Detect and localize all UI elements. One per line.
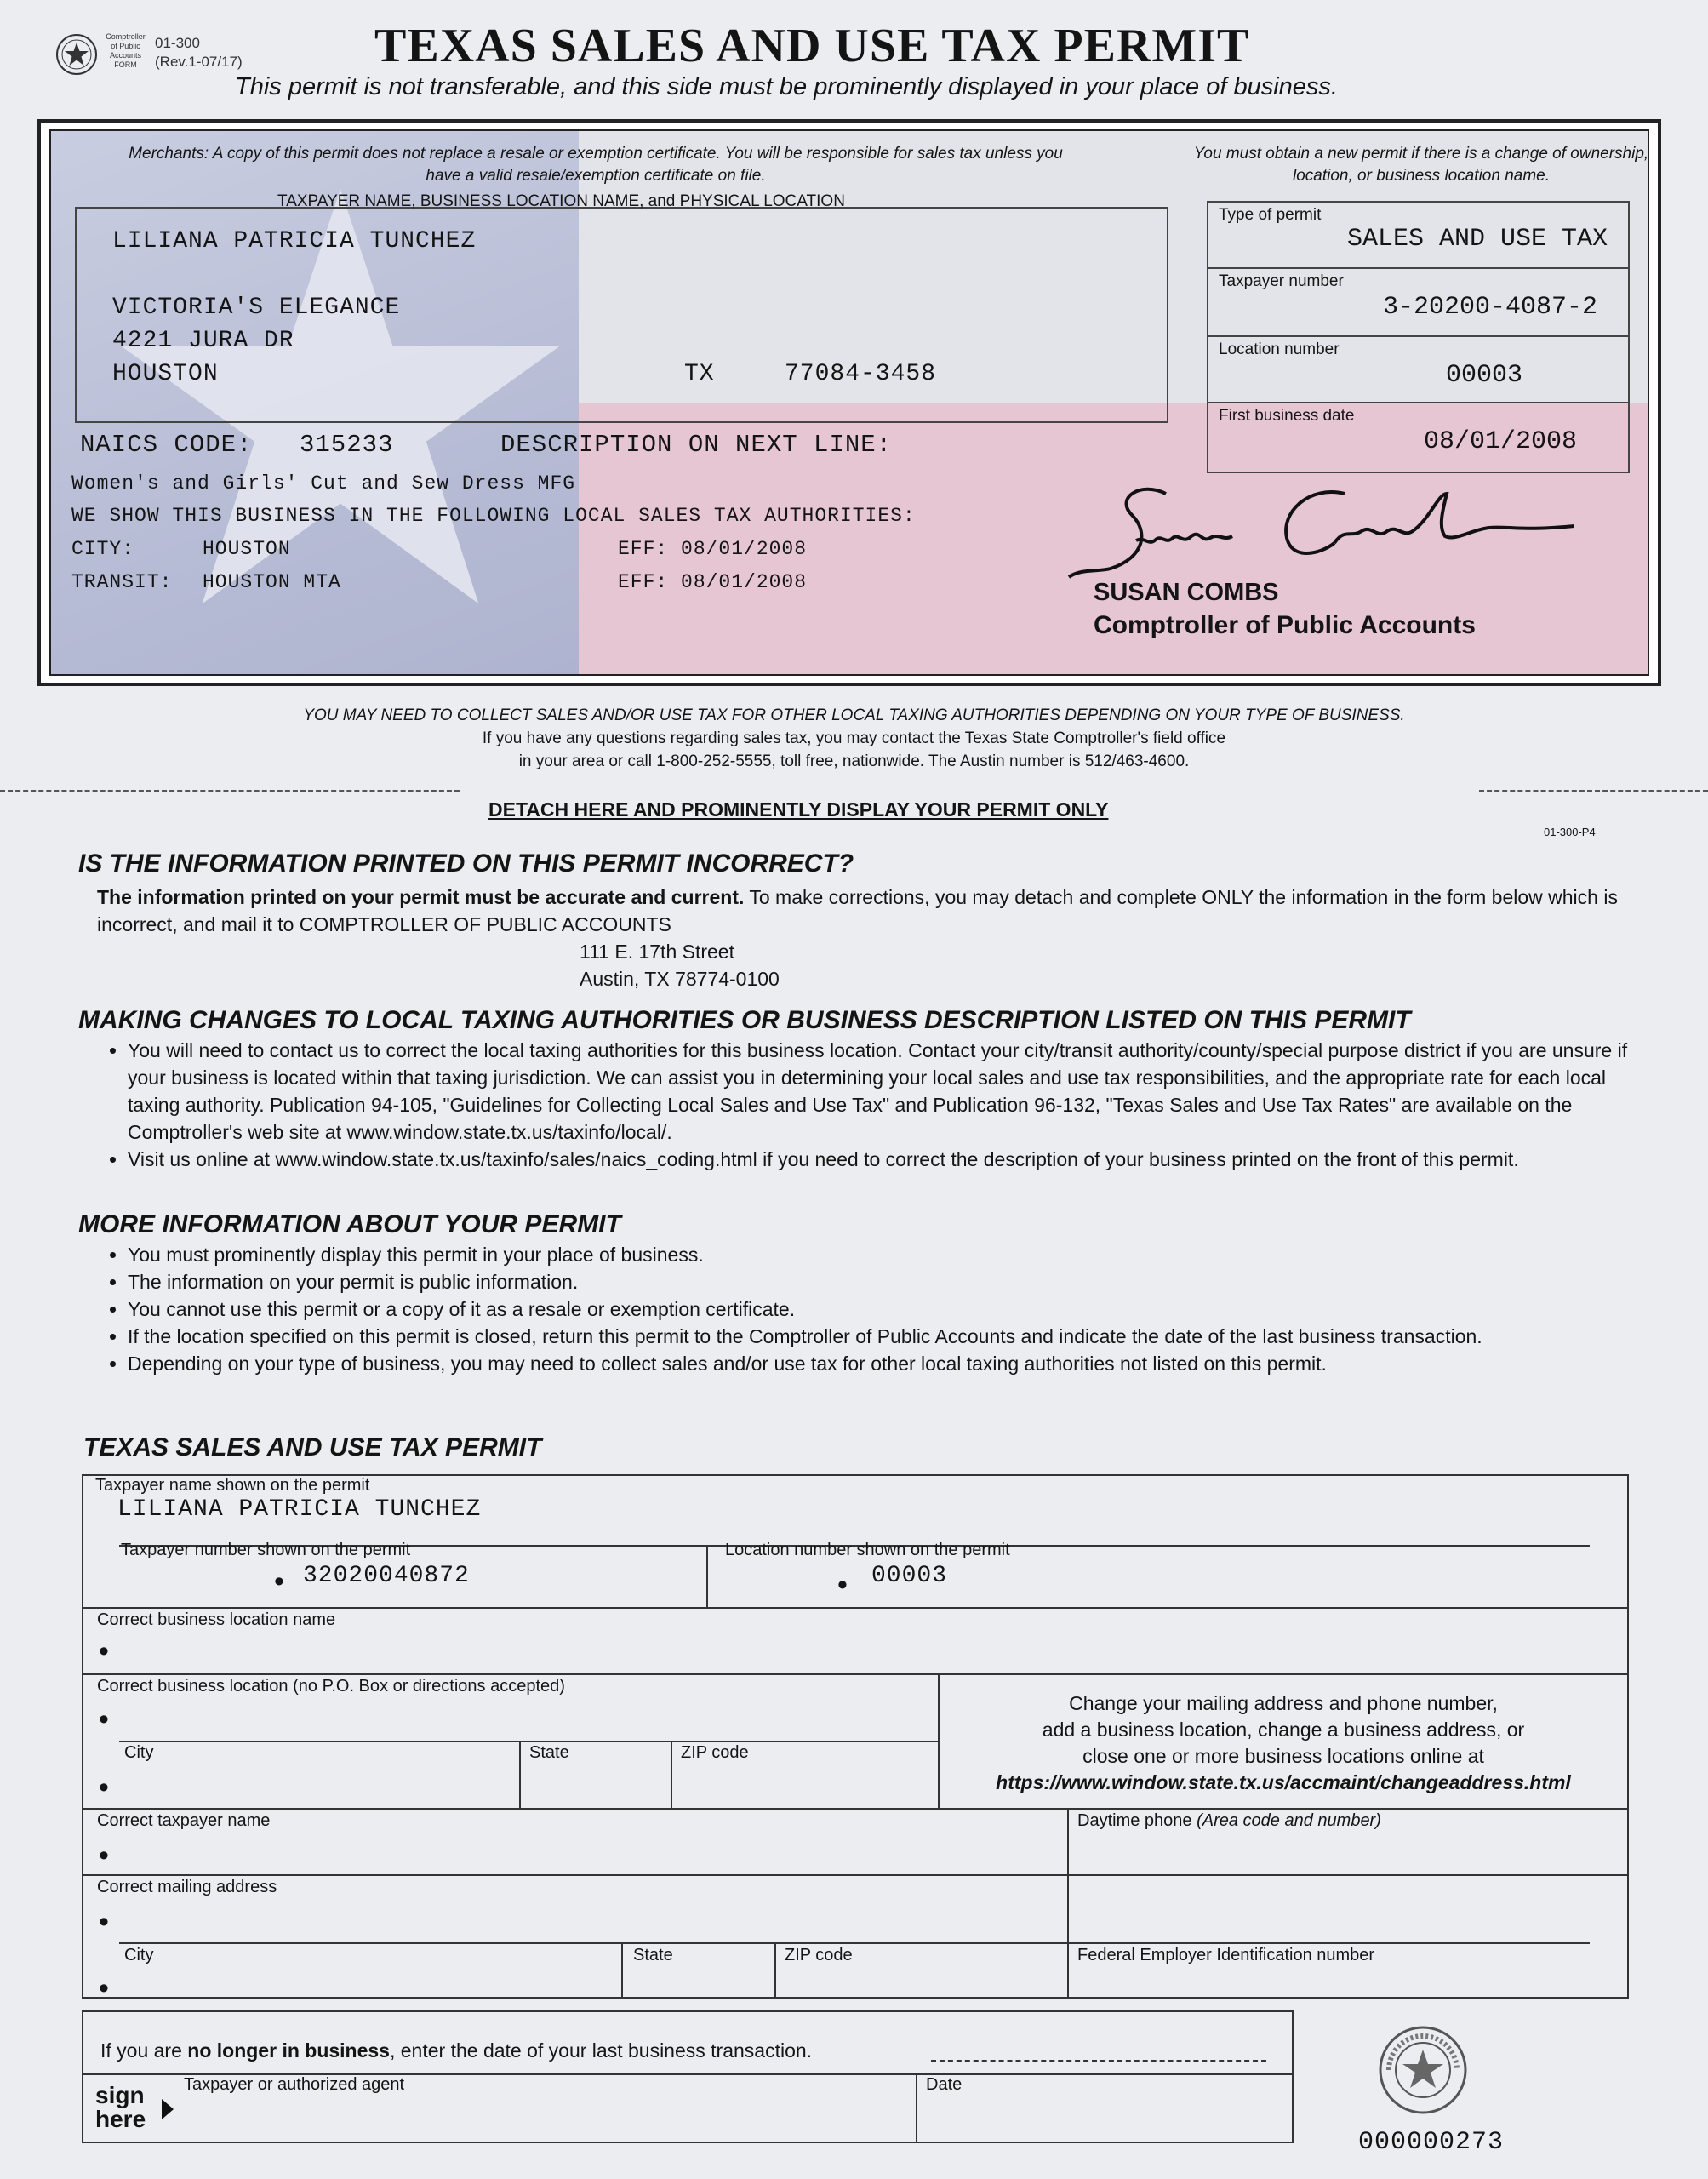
agent-signature-input[interactable] — [179, 2101, 911, 2140]
daytime-phone-label — [1077, 1811, 1381, 1831]
correct-location-label: Correct business location (no P.O. Box or directions accepted) — [97, 1677, 565, 1696]
correct-location-name-label: Correct business location name — [97, 1610, 336, 1629]
taxpayer-number-value: 3-20200-4087-2 — [1382, 293, 1597, 322]
mail-address-3: Austin, TX 78774-0100 — [580, 968, 780, 990]
authority-kind-transit: TRANSIT: — [71, 571, 173, 593]
page-subtitle: This permit is not transferable, and this side must be prominently displayed in your place of business. — [235, 73, 1338, 100]
location-number-label: Location number shown on the permit — [725, 1541, 1010, 1559]
collect-notice: YOU MAY NEED TO COLLECT SALES AND/OR USE TAX FOR OTHER LOCAL TAXING AUTHORITIES DEPENDING ON YOUR TYPE OF BUSINESS. — [303, 706, 1405, 724]
online-text-3: close one or more business locations online at — [1082, 1745, 1484, 1767]
location-number-value: 00003 — [1445, 361, 1522, 390]
correct-location-input[interactable]: • — [99, 1703, 109, 1736]
no-longer-post: , enter the date of your last business transaction. — [389, 2039, 813, 2062]
mail-address-2: 111 E. 17th Street — [580, 941, 734, 963]
location-number-row — [1208, 337, 1628, 403]
location-city-input[interactable]: • — [99, 1771, 109, 1804]
more-info-bullet: • If the location specified on this permit is closed, return this permit to the Comptroller of Public Accounts and indicate the date of the last business transaction. — [128, 1323, 1629, 1350]
daytime-phone-hint: (Area code and number) — [1197, 1811, 1381, 1830]
more-info-list — [97, 1241, 1629, 1377]
form-rule — [519, 1741, 521, 1808]
location-zip-label: ZIP code — [681, 1743, 749, 1762]
form-rule — [671, 1741, 672, 1808]
online-text-2: add a business location, change a business address, or — [1042, 1719, 1525, 1741]
authority-name-city: HOUSTON — [203, 538, 291, 560]
detach-line-left — [0, 790, 460, 792]
naics-code: 315233 — [300, 431, 394, 459]
merchant-note: Merchants: A copy of this permit does not replace a resale or exemption certificate. You will be responsible for sales tax unless you have a valid resale/exemption certificate on file. — [129, 145, 1063, 185]
form-id — [155, 34, 243, 71]
online-text-1: Change your mailing address and phone number, — [1069, 1692, 1498, 1714]
location-number-input[interactable]: 00003 — [871, 1563, 948, 1589]
form-revision: (Rev.1-07/17) — [155, 54, 243, 70]
making-changes-bullet: • Visit us online at www.window.state.tx.us/taxinfo/sales/naics_coding.html if you need to correct the description of your business printed on the front of this permit. — [128, 1146, 1629, 1173]
mail-address-1: COMPTROLLER OF PUBLIC ACCOUNTS — [299, 913, 671, 935]
form-rule — [916, 2073, 917, 2143]
signer-name: SUSAN COMBS — [1094, 579, 1279, 606]
taxpayer-name-label: Taxpayer name shown on the permit — [95, 1476, 370, 1495]
location-state-label: State — [529, 1743, 569, 1762]
sign-here-label — [95, 2084, 146, 2131]
authority-eff-city: EFF: 08/01/2008 — [618, 538, 808, 560]
detach-line-right — [1479, 790, 1708, 792]
zip-code: 77084-3458 — [785, 361, 937, 387]
last-business-date-input[interactable] — [931, 2060, 1266, 2062]
ownership-note: You must obtain a new permit if there is a change of ownership, location, or business location name. — [1193, 145, 1649, 185]
correct-taxpayer-name-input[interactable]: • — [99, 1839, 109, 1872]
taxpayer-number-label: Taxpayer number shown on the permit — [121, 1541, 411, 1559]
city: HOUSTON — [112, 361, 219, 387]
contact-notice-1: If you have any questions regarding sales tax, you may contact the Texas State Comptroller's field office — [482, 729, 1226, 747]
more-info-bullet: • You cannot use this permit or a copy of it as a resale or exemption certificate. — [128, 1295, 1629, 1323]
mailing-city-input[interactable]: • — [99, 1972, 109, 2005]
taxpayer-number-input[interactable]: 32020040872 — [303, 1563, 470, 1589]
permit-type-value: SALES AND USE TAX — [1346, 225, 1608, 254]
form-serial-number: 000000273 — [1358, 2128, 1505, 2157]
correct-location-name-input[interactable]: • — [99, 1635, 109, 1667]
form-rule — [82, 1874, 1629, 1876]
form-rule — [621, 1942, 623, 1999]
incorrect-bold-lead: The information printed on your permit must be accurate and current. — [97, 886, 745, 908]
date-label: Date — [926, 2075, 963, 2094]
correct-mailing-label: Correct mailing address — [97, 1878, 277, 1896]
here-text: here — [95, 2106, 146, 2132]
authority-name-transit: HOUSTON MTA — [203, 571, 341, 593]
form-code: 01-300-P4 — [1544, 826, 1596, 838]
first-business-date-label: First business date — [1219, 407, 1355, 425]
agency-form-label: Comptroller of Public Accounts FORM — [106, 32, 146, 69]
date-input[interactable] — [921, 2101, 1288, 2140]
street-address: 4221 JURA DR — [112, 328, 294, 354]
daytime-phone-text: Daytime phone — [1077, 1811, 1192, 1830]
form-rule — [82, 1607, 1629, 1609]
authority-kind-city: CITY: — [71, 538, 135, 560]
signer-title: Comptroller of Public Accounts — [1094, 611, 1476, 639]
detach-instruction: DETACH HERE AND PROMINENTLY DISPLAY YOUR PERMIT ONLY — [488, 798, 1109, 821]
form-rule — [82, 1808, 1629, 1810]
form-rule — [82, 1673, 1629, 1675]
incorrect-heading: IS THE INFORMATION PRINTED ON THIS PERMIT INCORRECT? — [78, 849, 854, 878]
form-rule — [119, 1942, 1590, 1944]
mailing-state-label: State — [633, 1946, 673, 1965]
making-changes-bullet: • You will need to contact us to correct the local taxing authorities for this business location. Contact your city/transit authority/county/special purpose district if you are unsure if your business is located within that taxing jurisdiction. We can assist you in determining your local sales and use tax responsibilities, and the appropriate rate for each local taxing authority. Publication 94-105, "Guidelines for Collecting Local Sales and Use Tax" and Publication 96-132, "Texas Sales and Use Tax Rates" are available on the Comptroller's web site at www.window.state.tx.us/taxinfo/local/. — [128, 1037, 1629, 1146]
mailing-zip-label: ZIP code — [785, 1946, 853, 1965]
no-longer-pre: If you are — [100, 2039, 182, 2062]
sign-text: sign — [95, 2082, 145, 2108]
fein-label: Federal Employer Identification number — [1077, 1946, 1375, 1965]
taxpayer-number-label: Taxpayer number — [1219, 272, 1344, 290]
online-change-note — [940, 1690, 1627, 1796]
comptroller-office-seal — [1377, 2024, 1469, 2116]
taxpayer-name: LILIANA PATRICIA TUNCHEZ — [112, 228, 477, 255]
form-rule — [774, 1942, 776, 1999]
business-description: Women's and Girls' Cut and Sew Dress MFG — [71, 472, 576, 495]
state: TX — [684, 361, 715, 387]
incorrect-body: To make corrections, you may detach and complete ONLY the information in the form below which is incorrect, and mail it to — [97, 886, 1618, 935]
naics-label: NAICS CODE: — [80, 431, 253, 459]
taxpayer-box-label: TAXPAYER NAME, BUSINESS LOCATION NAME, and PHYSICAL LOCATION — [277, 192, 845, 210]
comptroller-signature — [1064, 477, 1574, 587]
description-label: DESCRIPTION ON NEXT LINE: — [500, 431, 893, 459]
comptroller-seal-icon — [54, 32, 99, 77]
more-info-heading: MORE INFORMATION ABOUT YOUR PERMIT — [78, 1210, 621, 1238]
permit-type-label: Type of permit — [1219, 206, 1322, 224]
bullet-dot: • — [837, 1569, 848, 1601]
making-changes-heading: MAKING CHANGES TO LOCAL TAXING AUTHORITIES OR BUSINESS DESCRIPTION LISTED ON THIS PERMIT — [78, 1006, 1411, 1034]
contact-notice-2: in your area or call 1-800-252-5555, toll free, nationwide. The Austin number is 512/463-4600. — [518, 752, 1190, 770]
sign-arrow-icon — [162, 2099, 174, 2119]
mailing-city-label: City — [124, 1946, 154, 1965]
more-info-bullet: • You must prominently display this permit in your place of business. — [128, 1241, 1629, 1268]
form-rule — [706, 1545, 708, 1607]
correct-mailing-input[interactable]: • — [99, 1906, 109, 1938]
bullet-dot: • — [274, 1565, 284, 1598]
first-business-date-value: 08/01/2008 — [1423, 427, 1577, 456]
business-name: VICTORIA'S ELEGANCE — [112, 295, 401, 321]
form-rule — [1067, 1808, 1069, 1999]
agent-signature-label: Taxpayer or authorized agent — [184, 2075, 405, 2094]
no-longer-bold: no longer in business — [187, 2039, 390, 2062]
location-number-label: Location number — [1219, 340, 1340, 358]
permit-type-row — [1208, 203, 1628, 269]
form-heading: TEXAS SALES AND USE TAX PERMIT — [83, 1433, 542, 1461]
no-longer-in-business-text — [100, 2039, 812, 2062]
online-change-link[interactable]: https://www.window.state.tx.us/accmaint/changeaddress.html — [996, 1771, 1571, 1793]
taxpayer-number-row — [1208, 269, 1628, 337]
more-info-bullet: • Depending on your type of business, you may need to collect sales and/or use tax for other local taxing authorities not listed on this permit. — [128, 1350, 1629, 1377]
correct-taxpayer-name-label: Correct taxpayer name — [97, 1811, 271, 1830]
authority-eff-transit: EFF: 08/01/2008 — [618, 571, 808, 593]
making-changes-list — [97, 1037, 1629, 1173]
form-rule — [119, 1741, 938, 1742]
more-info-bullet: • The information on your permit is public information. — [128, 1268, 1629, 1295]
page-title: TEXAS SALES AND USE TAX PERMIT — [374, 20, 1250, 72]
incorrect-text — [97, 884, 1629, 938]
form-number: 01-300 — [155, 35, 200, 51]
taxpayer-name-input[interactable]: LILIANA PATRICIA TUNCHEZ — [117, 1496, 482, 1523]
first-business-date-row — [1208, 403, 1628, 472]
permit-details-box — [1207, 201, 1630, 473]
authorities-line: WE SHOW THIS BUSINESS IN THE FOLLOWING LOCAL SALES TAX AUTHORITIES: — [71, 505, 916, 527]
location-city-label: City — [124, 1743, 154, 1762]
